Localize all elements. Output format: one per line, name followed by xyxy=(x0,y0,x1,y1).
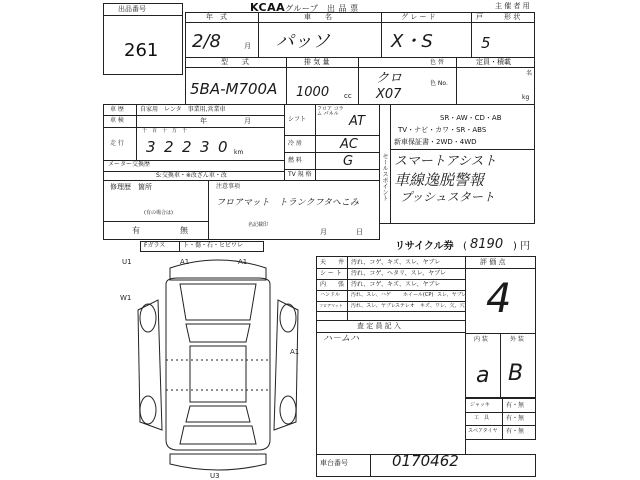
assessment-box xyxy=(316,320,466,455)
options-line-3: 新車保証書・2WD・4WD xyxy=(394,138,477,146)
recycle-close-paren: ) xyxy=(513,241,517,252)
shift-options: フロア コラム パネル xyxy=(317,106,344,117)
chassis-label: 車台番号 xyxy=(320,459,348,467)
inspection-year: 年 xyxy=(200,117,207,125)
displacement-value: 1000 xyxy=(296,85,330,100)
recorder-label: 名記載印 xyxy=(248,222,269,228)
lot-number-box xyxy=(103,3,183,75)
interior-row-values-1: 汚れ、コゲ、ヘタリ、スレ、ヤブレ xyxy=(351,270,446,277)
year-value: 2/8 xyxy=(192,31,221,52)
color-label: 色 替 xyxy=(430,59,444,66)
model-name-value: パッソ xyxy=(276,31,330,52)
year-month-label: 月 xyxy=(244,42,251,50)
row-type xyxy=(185,57,535,105)
glass-label: Fガラス xyxy=(144,242,166,249)
color-no-label: 色 No. xyxy=(430,80,448,87)
options-line-1: SR・AW・CD・AB xyxy=(440,114,502,122)
assessment-value: ハ－ムハ xyxy=(323,334,360,344)
lot-number: 261 xyxy=(124,40,159,61)
meter-label: メーター交換歴 xyxy=(108,161,151,168)
tool-value-1: 有・無 xyxy=(506,415,525,422)
mileage-digit-5: 0 xyxy=(218,138,228,156)
mark-u3: U3 xyxy=(210,472,220,480)
mileage-digit-3: 2 xyxy=(182,138,192,156)
shift-value: AT xyxy=(349,114,365,129)
sales-point-label: セールスポイント xyxy=(381,153,388,201)
interior-table xyxy=(316,256,466,321)
tv-label: TV 規 格 xyxy=(288,171,312,178)
interior-row-label-1: シ ー ト xyxy=(320,270,342,277)
mileage-digit-1: 3 xyxy=(146,138,156,156)
row-model xyxy=(185,12,535,58)
tool-label-1: 工 具 xyxy=(474,415,490,421)
grade-value: X・S xyxy=(391,31,433,52)
door-value: 5 xyxy=(481,34,491,52)
shape-label: 形 状 xyxy=(504,13,521,21)
lot-number-label: 出品番号 xyxy=(118,5,146,13)
tool-value-0: 有・無 xyxy=(506,402,525,409)
person-unit: 名 xyxy=(526,70,533,77)
ac-label: 冷 房 xyxy=(288,140,302,147)
notes-value: フロアマット トランクフタへこみ xyxy=(216,198,359,208)
interior-row-label-4: フロアマット xyxy=(319,303,343,308)
interior-row-values-2: 汚れ、コゲ、キズ、スレ、ヤブレ xyxy=(351,281,441,288)
recycle-label: リサイクル券 xyxy=(395,241,454,252)
displacement-unit: cc xyxy=(344,92,352,100)
stereo-label: ステレオ xyxy=(395,303,415,309)
repair-hint: (有の場合は) xyxy=(144,210,173,216)
brand-suffix: グループ 出 品 票 xyxy=(285,4,359,13)
score-interior-value: a xyxy=(476,363,490,388)
wheel-values: スレ、ヤブレ xyxy=(437,292,467,298)
mileage-unit: km xyxy=(234,149,244,156)
mileage-units: 千 百 十 万 千 xyxy=(142,128,188,134)
score-interior-label: 内 装 xyxy=(474,336,488,343)
use-options: 自家用 レンタ 事業用,営業車 xyxy=(140,106,226,113)
interior-row-label-3: ハンドル xyxy=(320,292,341,298)
tool-label-2: スペアタイヤ xyxy=(468,428,498,434)
ac-value: AC xyxy=(340,137,358,152)
mileage-digit-4: 3 xyxy=(200,138,210,156)
specs-middle xyxy=(284,104,380,181)
wheel-label: ホイール(CP) xyxy=(403,292,434,298)
sales-point-3: プッシュスタート xyxy=(400,190,495,204)
sales-point-box xyxy=(379,104,535,224)
color-no-value: X07 xyxy=(376,87,402,102)
recycle-open-paren: ( xyxy=(463,241,467,252)
score-value: 4 xyxy=(486,276,512,322)
day-label: 日 xyxy=(356,228,363,236)
inspection-label: 車 検 xyxy=(110,117,124,124)
glass-options: ト・傷・石・ヒビワレ xyxy=(183,242,244,249)
options-line-2: TV・ナビ・カワ・SR・ABS xyxy=(398,126,487,134)
mark-a1-top: A1 xyxy=(180,258,190,266)
mileage-label: 走 行 xyxy=(110,140,124,147)
door-label: 戸 xyxy=(476,13,483,21)
mark-w1: W1 xyxy=(120,294,132,302)
interior-row-values-3: 汚れ、スレ、ハゲ xyxy=(351,292,391,298)
recycle-value: 8190 xyxy=(470,237,504,252)
recycle-unit: 円 xyxy=(520,241,530,252)
inspection-month: 月 xyxy=(244,117,251,125)
sales-point-1: スマートアシスト xyxy=(394,154,497,169)
fuel-label: 燃 料 xyxy=(288,157,302,164)
score-exterior-value: B xyxy=(508,361,524,386)
assessment-label: 査 定 員 記 入 xyxy=(357,322,401,330)
chassis-value: 0170462 xyxy=(392,452,459,470)
mark-a1-top-right: A1 xyxy=(238,258,248,266)
notes-label: 注意事項 xyxy=(216,183,241,190)
tool-label-0: ジャッキ xyxy=(470,402,490,408)
brand-name: KCAA xyxy=(250,1,286,14)
interior-row-label-2: 内 張 xyxy=(320,281,345,288)
interior-row-values-4: 汚れ、スレ、ヤブレ xyxy=(351,303,396,309)
car-diagram xyxy=(118,250,318,480)
month-label: 月 xyxy=(320,228,327,236)
use-label: 車 歴 xyxy=(110,106,124,113)
specs-block xyxy=(103,104,285,181)
shift-label: シフト xyxy=(288,116,307,123)
grade-label: グ レ ー ド xyxy=(401,13,436,21)
score-panel xyxy=(465,256,536,398)
displacement-label: 排 気 量 xyxy=(304,58,330,66)
repair-no: 無 xyxy=(180,226,188,235)
repair-has: 有 xyxy=(132,226,140,235)
model-name-label: 車 名 xyxy=(304,13,332,21)
mileage-digit-2: 2 xyxy=(164,138,174,156)
capacity-unit: kg xyxy=(522,94,530,101)
fuel-value: G xyxy=(343,154,354,169)
stereo-values: キズ、ワレ、欠、穴 xyxy=(420,303,465,309)
type-label: 型 式 xyxy=(221,58,249,66)
color-value: クロ xyxy=(376,71,403,86)
repair-block xyxy=(103,180,380,240)
year-label: 年 式 xyxy=(206,13,227,21)
owner-label: 主 催 者 用 xyxy=(495,2,530,10)
tool-value-2: 有・無 xyxy=(506,428,525,435)
sales-point-2: 車線逸脱警報 xyxy=(394,171,485,189)
tools-table xyxy=(465,398,536,440)
score-label: 評 価 点 xyxy=(480,258,506,266)
mark-a1-right: A1 xyxy=(290,348,300,356)
mark-u1-left: U1 xyxy=(122,258,132,266)
meter-options: S:交換車・※改ざん車・改 xyxy=(156,172,227,179)
interior-row-values-0: 汚れ、コゲ、キズ、スレ、ヤブレ xyxy=(351,259,441,266)
capacity-label: 定員・積載 xyxy=(476,58,511,66)
score-exterior-label: 外 装 xyxy=(510,336,524,343)
type-value: 5BA-M700A xyxy=(190,80,278,98)
interior-row-label-0: 天 井 xyxy=(320,259,345,266)
repair-label: 修理歴 箇所 xyxy=(110,183,152,191)
